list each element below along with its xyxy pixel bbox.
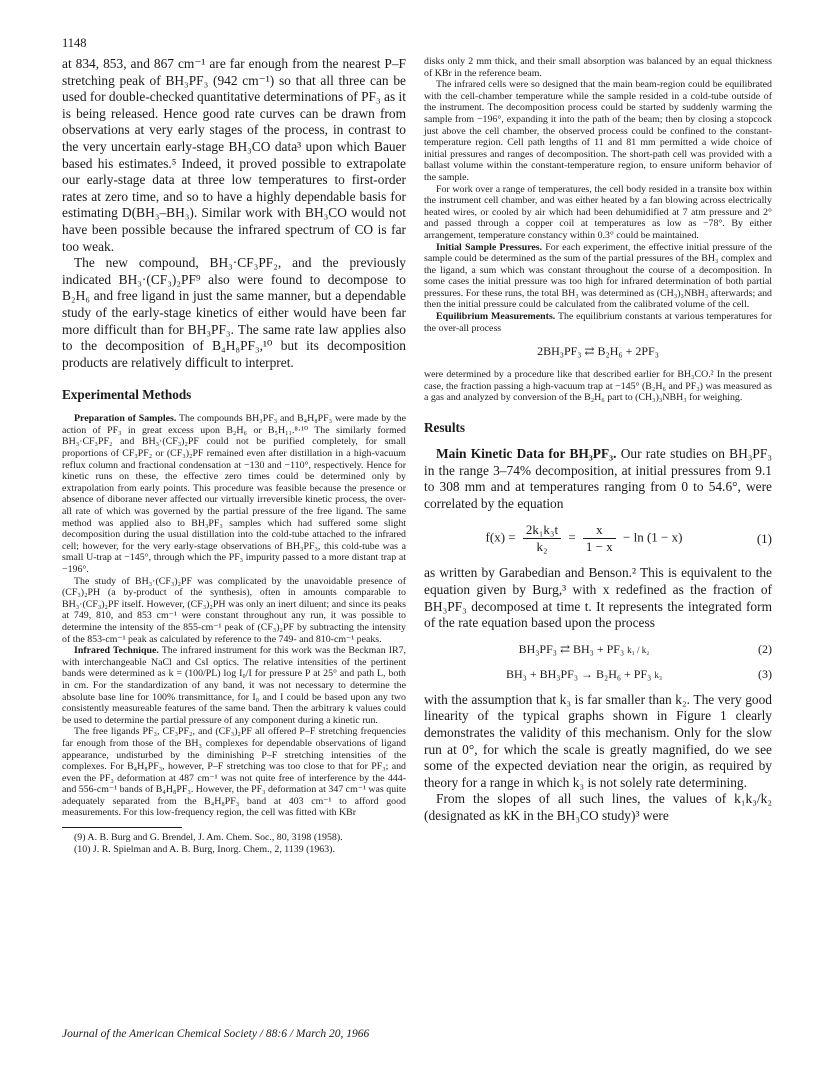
run-in-heading: Initial Sample Pressures. [436,241,543,253]
fraction-denominator: 1 − x [585,539,613,555]
equation-1 [424,522,772,555]
equation-equilibrium [424,344,772,359]
right-column [424,56,772,825]
fraction-x [583,522,616,555]
body-paragraph: The infrared cells were so designed that the main beam-region could be equilibrated with the cell-chamber temperature while the sample resided in a cold-tube outside of the instrument. The decomposition process could be started by suddenly warming the sample from −196°, expanding it into the path of the beam; then by closing a stopcock just above the cell chamber, the observed process could be confined to the constant-temperature region. Cell path lengths of 11 and 81 mm permitted a wide choice of initial pressures and ranges of decomposition. The short-path cell was provided with a ballast volume within the constant-temperature region, to ensure uniform behavior of the sample. [424,79,772,183]
rate-constant-label: k₁ / k₂ [627,644,650,655]
journal-footer: Journal of the American Chemical Society / 88:6 / March 20, 1966 [62,1028,370,1040]
equation-lhs: f(x) = [485,529,516,545]
run-in-heading: Preparation of Samples. [74,413,177,425]
equation-number: (2) [758,641,772,656]
section-heading: Results [424,420,466,436]
footnote: (10) J. R. Spielman and A. B. Burg, Inorg. Chem., 2, 1139 (1963). [74,843,335,855]
equation-text: BH₃PF₃ ⇄ BH₃ + PF₃ [518,641,625,656]
paragraph-text: The equilibrium constants at various temperatures for the over-all process [424,311,772,334]
fraction-denominator: k₂ [536,539,548,555]
equals-sign: = [568,529,576,545]
body-paragraph [424,311,772,334]
body-paragraph: The free ligands PF₃, CF₃PF₂, and (CF₃)₂PF all offered P–F stretching frequencies far enough from those of the BH₃ complexes for dependable observations of ligand appearance, undisturbed by the diminishing P–F stretching intensities of the complexes. For B₄H₈PF₃, however, P–F stretching was too close to that for PF₃; and even the PF₃ deformation at 487 cm⁻¹ was not quite free of interference by the 444- and 556-cm⁻¹ bands of B₄H₈PF₃. However, the PF₃ deformation at 347 cm⁻¹ was quite adequately separated from the B₄H₈PF₃ band at 403 cm⁻¹ to afford good measurements. For this low-frequency region, the cell was fitted with KBr [62,726,406,819]
body-paragraph: at 834, 853, and 867 cm⁻¹ are far enough from the nearest P–F stretching peak of BH₃PF₃ (942 cm⁻¹) so that all three can be used for double-checked quantitative determinations of PF₃ as it is being released. Hence good rate curves can be drawn from observations at very early stages of the process, in contrast to the very uncertain early-stage BH₃CO data³ upon which Bauer based his estimates.⁵ Indeed, it proved possible to extrapolate our early-stage data at three low temperatures to first-order rates at zero time, and so to have a highly dependable basis for estimating D(BH₃–BH₃). Similar work with BH₃CO would not have been possible because the infrared spectrum of CO is far too weak. [62,56,406,254]
body-paragraph [62,413,406,575]
body-paragraph: were determined by a procedure like that described earlier for BH₃CO.² In the present case, the fraction passing a high-vacuum trap at −145° (B₂H₆ and PF₃) was measured as a gas and analyzed by conversion of the B₂H₆ part to (CH₃)₃NBH₃ for weighing. [424,369,772,404]
run-in-heading: Main Kinetic Data for BH₃PF₃. [436,446,617,462]
equation-2 [424,642,772,657]
equation-text: BH₃ + BH₃PF₃ → B₂H₆ + PF₃ [506,666,652,681]
equation-text: 2BH₃PF₃ ⇄ B₂H₆ + 2PF₃ [537,344,659,359]
equation-3 [424,667,772,682]
body-paragraph: For work over a range of temperatures, the cell body resided in a transite box within the instrument cell chamber, and was either heated by a fan blowing across electrically heated wires, or cooled by air which had been dehumidified at 7 atm pressure and 2° and passed through a copper coil at temperatures as low as −78°. By either arrangement, temperature constancy within 0.3° could be maintained. [424,183,772,241]
body-paragraph [424,242,772,312]
paragraph-text: The compounds BH₃PF₃ and B₄H₈PF₃ were made by the action of PF₃ in great excess upon B₂H₆ or B₅H₁₁.⁸·¹⁰ The similarly formed BH₃·CF₃PF₂ and BH₃·(CF₃)₂PF could not be purified completely, for small proportions of CF₃PF₂ or (CF₃)₂PF remained even after distillation in a high-vacuum reflux column and fractional condensation at −130 and −110°, respectively. Hence for kinetic runs on these, the effective zero times could be determined only by extrapolation from early points. This procedure was feasible because the presence or absence of diborane never affected our virtually irreversible kinetic process, the over-all rate of which was governed by the partial pressure of the free ligand. The same method was applied also to BH₃PF₃ samples which had suffered some slight decomposition during the usual distillation into the cold-tube attached to the infrared cell; however, for the very early-stage observations of BH₃PF₃, this cold-tube was a small U-trap at −145°, through which the PF₃ impurity passed to a more distant trap at −196°. [62,413,406,575]
paragraph-text: For each experiment, the effective initial pressure of the sample could be determined as the sum of the partial pressures of the BH₃ complex and the ligand, a sum which was constant throughout the course of a decomposition. In some cases the initial pressure was too high for infrared determination of both partial pressures. For these runs, the total BH₃ was determined as (CH₃)₃NBH₃ afterwards; and then the initial pressure could be calculated from the calibrated volume of the cell. [424,241,772,311]
section-heading: Experimental Methods [62,387,192,403]
page-number: 1148 [62,36,87,50]
rate-constant-label: k₃ [654,669,662,680]
body-paragraph: as written by Garabedian and Benson.² This is equivalent to the equation given by Burg,³ with x redefined as the fraction of BH₃PF₃ decomposed at time t. It represents the integrated form of the rate equation based upon the process [424,565,772,631]
footnote-rule [62,827,182,828]
footnote: (9) A. B. Burg and G. Brendel, J. Am. Chem. Soc., 80, 3198 (1958). [74,832,343,844]
equation-tail: − ln (1 − x) [623,529,683,545]
equation-number: (3) [758,666,772,681]
run-in-heading: Equilibrium Measurements. [436,311,556,323]
body-paragraph: From the slopes of all such lines, the values of k₁k₃/k₂ (designated as kK in the BH₃CO study)³ were [424,791,772,823]
paragraph-text: The infrared instrument for this work was the Beckman IR7, with interchangeable NaCl and CsI optics. The relative intensities of the pertinent bands were determined as k = (100/PL) log I₀/I for pressure P at 25° and path L, both in cm. For the standardization of any band, it was not necessary to determine the absolute base line for 100% transmittance, for I₀ and I could be based upon any two consistently measureable features of the same band. Then the arbitrary k values could be used to determine the partial pressure of any component during a kinetic run. [62,645,406,726]
equation-number: (1) [756,530,772,546]
fraction-numerator: x [583,522,616,539]
body-paragraph: The new compound, BH₃·CF₃PF₂, and the previously indicated BH₃·(CF₃)₂PF⁹ also were found to decompose to B₂H₆ and free ligand in just the same manner, but a dependable study of the early-stage kinetics of either would have been far more difficult than for BH₃PF₃. The same rate law applies also to the decomposition of B₄H₈PF₃,¹⁰ but its decomposition products are relatively difficult to interpret. [62,255,406,370]
fraction-numerator: 2k₁k₃t [523,522,561,539]
left-column [62,56,406,855]
equation-body [424,667,744,682]
body-paragraph: with the assumption that k₃ is far smaller than k₂. The very good linearity of the typical graphs shown in Figure 1 clearly demonstrates the validity of this mechanism. Only for the slow run at 0°, for which the scale is greatly magnified, do we see some of the expected deviation near the origin, as required by theory for a range in which k₃ is not solely rate determining. [424,691,772,790]
run-in-heading: Infrared Technique. [74,645,159,657]
body-paragraph [62,645,406,726]
paragraph-text: Our rate studies on BH₃PF₃ in the range 3–74% decomposition, at initial pressures from 9.1 to 308 mm and at temperatures ranging from 0 to 54.6°, were correlated by the equation [424,446,772,511]
fraction-rate [523,522,561,555]
body-paragraph: disks only 2 mm thick, and their small absorption was balanced by an equal thickness of KBr in the reference beam. [424,56,772,79]
body-paragraph: The study of BH₃·(CF₃)₂PF was complicated by the unavoidable presence of (CF₃)₂PH (a by-product of the synthesis), often in amounts comparable to BH₃·(CF₃)₂PF itself. However, (CF₃)₂PH was only an inert diluent; and since its peaks at 749, 810, and 853 cm⁻¹ were constant throughout any run, it was possible to determine the intensity of the 855-cm⁻¹ peak of (CF₃)₂PF by subtracting the intensity of the 853-cm⁻¹ peak as calculated by reference to the 749- and 810-cm⁻¹ peaks. [62,575,406,645]
equation-body [424,522,744,555]
equation-body [424,642,744,657]
body-paragraph [424,446,772,512]
